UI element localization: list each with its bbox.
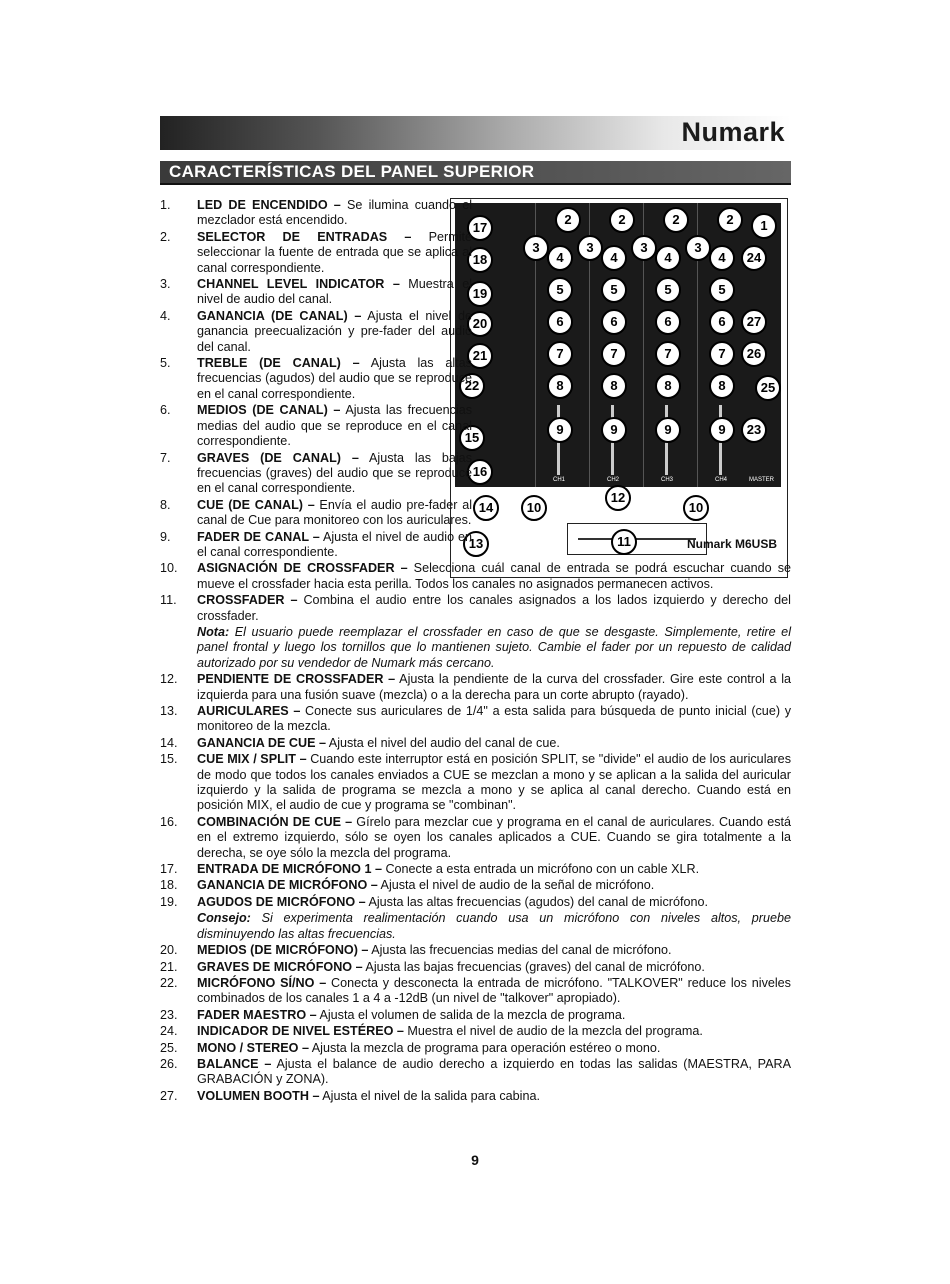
callout-18: 18: [467, 247, 493, 273]
callout-13: 13: [463, 531, 489, 557]
item-text: Combina el audio entre los canales asignados a los lados izquierdo y derecho del crossfader.: [197, 593, 791, 623]
item-text: Ajusta las altas frecuencias (agudos) del canal de micrófono.: [365, 894, 708, 909]
item-title: ASIGNACIÓN DE CROSSFADER –: [197, 561, 408, 576]
callout-12: 12: [605, 485, 631, 511]
section-header: [160, 161, 791, 185]
callout-3: 3: [631, 235, 657, 261]
item-number: 22.: [160, 975, 178, 990]
callout-7: 7: [601, 341, 627, 367]
item-text: Ajusta el nivel de audio en el canal correspondiente.: [197, 529, 472, 559]
item-title: MEDIOS (DE MICRÓFONO) –: [197, 943, 369, 958]
item-text: Ajusta el nivel de la salida para cabina.: [319, 1088, 540, 1103]
callout-10: 10: [683, 495, 709, 521]
item-number: 8.: [160, 497, 171, 512]
callout-17: 17: [467, 215, 493, 241]
callout-5: 5: [601, 277, 627, 303]
item-title: MEDIOS (DE CANAL) –: [197, 403, 341, 418]
item-text: Ajusta las frecuencias medias del canal de micrófono.: [368, 943, 672, 958]
item-number: 3.: [160, 277, 171, 292]
item-number: 20.: [160, 943, 178, 958]
callout-3: 3: [685, 235, 711, 261]
list-item: [160, 815, 791, 861]
item-number: 15.: [160, 752, 178, 767]
item-text: Ajusta la mezcla de programa para operación estéreo o mono.: [308, 1040, 661, 1055]
list-item: [160, 403, 472, 449]
callout-16: 16: [467, 459, 493, 485]
list-item: [160, 309, 472, 355]
item-text: Ajusta el nivel del audio del canal de cue.: [325, 735, 560, 750]
section-title: CARACTERÍSTICAS DEL PANEL SUPERIOR: [169, 162, 535, 181]
item-title: CUE MIX / SPLIT –: [197, 752, 307, 767]
callout-9: 9: [601, 417, 627, 443]
callout-8: 8: [547, 373, 573, 399]
callout-1: 1: [751, 213, 777, 239]
item-title: GRAVES (DE CANAL) –: [197, 450, 359, 465]
item-title: CUE (DE CANAL) –: [197, 497, 315, 512]
list-item: [160, 356, 472, 402]
list-item: [160, 752, 791, 814]
item-text: Conecte sus auriculares de 1/4" a esta salida para búsqueda de punto inicial (cue) y monitoreo de la mezcla.: [197, 704, 791, 734]
item-title: GANANCIA (DE CANAL) –: [197, 308, 362, 323]
brand-header-bar: [160, 116, 791, 150]
callout-6: 6: [547, 309, 573, 335]
item-text: Ajusta el nivel de ganancia preecualización y pre-fader del audio del canal.: [197, 308, 472, 354]
item-text: Muestra el nivel de audio del canal.: [197, 277, 473, 307]
callout-24: 24: [741, 245, 767, 271]
item-title: CHANNEL LEVEL INDICATOR –: [197, 277, 400, 292]
list-item: [160, 561, 791, 592]
item-text: Conecte a esta entrada un micrófono con un cable XLR.: [381, 862, 700, 877]
callout-22: 22: [459, 373, 485, 399]
list-item: [160, 943, 791, 958]
callout-3: 3: [577, 235, 603, 261]
item-number: 18.: [160, 878, 178, 893]
item-text: Envía el audio pre-fader al canal de Cue para monitoreo con los auriculares.: [197, 497, 473, 528]
list-item: [160, 672, 791, 703]
callout-2: 2: [717, 207, 743, 233]
list-item: [160, 704, 791, 735]
callout-7: 7: [709, 341, 735, 367]
note-text: Si experimenta realimentación cuando usa un micrófono con niveles altos, pruebe disminuyendo las altas frecuencias.: [197, 911, 791, 941]
item-title: BALANCE –: [197, 1056, 272, 1071]
item-number: 1.: [160, 198, 171, 212]
channel-label: CH4: [715, 477, 728, 483]
item-title: AURICULARES –: [197, 704, 301, 718]
item-text: Muestra el nivel de audio de la mezcla del programa.: [403, 1024, 703, 1039]
channel-label: CH2: [607, 477, 620, 483]
list-item: [160, 862, 791, 877]
item-number: 25.: [160, 1040, 178, 1055]
item-text: Ajusta el balance de audio derecho a izquierdo en todas las salidas (MAESTRA, PARA GRABACIÓN y ZONA).: [197, 1056, 791, 1087]
item-text: Conecta y desconecta la entrada de micrófono. "TALKOVER" reduce los niveles combinados de los canales 1 a 4 a -12dB (un nivel de "talkover" apropiado).: [197, 975, 791, 1006]
item-number: 16.: [160, 814, 178, 829]
list-item: [160, 451, 472, 497]
callout-8: 8: [709, 373, 735, 399]
list-item: [160, 530, 472, 561]
item-number: 26.: [160, 1056, 178, 1071]
list-item: [160, 198, 472, 229]
list-item: [160, 1041, 791, 1056]
item-number: 11.: [160, 593, 177, 608]
list-item: [160, 960, 791, 975]
note-label: Nota:: [197, 624, 230, 639]
callout-2: 2: [609, 207, 635, 233]
list-item: [160, 895, 791, 910]
callout-4: 4: [547, 245, 573, 271]
item-title: SELECTOR DE ENTRADAS –: [197, 229, 412, 244]
item-number: 12.: [160, 672, 178, 687]
item-text: Se ilumina cuando el mezclador está encendido.: [197, 198, 472, 228]
callout-8: 8: [601, 373, 627, 399]
item-text: Permite seleccionar la fuente de entrada que se aplica al canal correspondiente.: [197, 229, 472, 275]
item-number: 10.: [160, 561, 178, 576]
item-number: 24.: [160, 1024, 178, 1039]
item-number: 2.: [160, 229, 171, 244]
callout-7: 7: [655, 341, 681, 367]
item-number: 13.: [160, 704, 178, 718]
item-text: Cuando este interruptor está en posición SPLIT, se "divide" el audio de los auriculares de modo que todos los canales enviados a CUE se mezclan a mono y se aplican a la salida del auricular izquierdo y la salida de programa se mezcla a mono y se aplica al canal derecho. Cuando está en posición MIX, el audio de cue y programa se "combinan".: [197, 752, 791, 813]
item-title: TREBLE (DE CANAL) –: [197, 356, 360, 371]
item-text: Ajusta el nivel de audio de la señal de micrófono.: [377, 878, 655, 893]
item-title: INDICADOR DE NIVEL ESTÉREO –: [197, 1024, 404, 1039]
item-number: 5.: [160, 356, 171, 371]
item-title: VOLUMEN BOOTH –: [197, 1088, 320, 1103]
list-item: [160, 593, 791, 624]
item-text: Ajusta las altas frecuencias (agudos) del audio que se reproduce en el canal correspondiente.: [197, 356, 472, 401]
callout-20: 20: [467, 311, 493, 337]
list-item: [160, 1024, 791, 1039]
list-item: [160, 498, 472, 529]
item-title: CROSSFADER –: [197, 593, 298, 608]
item-title: GRAVES DE MICRÓFONO –: [197, 959, 363, 974]
list-item: [160, 736, 791, 751]
item-title: COMBINACIÓN DE CUE –: [197, 814, 353, 829]
callout-4: 4: [601, 245, 627, 271]
callout-15: 15: [459, 425, 485, 451]
callout-9: 9: [547, 417, 573, 443]
item-title: MICRÓFONO SÍ/NO –: [197, 975, 327, 990]
callout-23: 23: [741, 417, 767, 443]
item-text: Ajusta las bajas frecuencias (graves) del canal de micrófono.: [362, 959, 705, 974]
callout-6: 6: [601, 309, 627, 335]
callout-5: 5: [547, 277, 573, 303]
item-number: 17.: [160, 862, 178, 877]
callout-14: 14: [473, 495, 499, 521]
page-number: 9: [471, 1152, 479, 1168]
item-number: 7.: [160, 450, 171, 465]
item-title: FADER DE CANAL –: [197, 529, 320, 544]
list-note: [160, 911, 791, 942]
callout-4: 4: [709, 245, 735, 271]
item-title: LED DE ENCENDIDO –: [197, 198, 341, 212]
item-text: Selecciona cuál canal de entrada se podrá escuchar cuando se mueve el crossfader hacia esta perilla. Todos los canales no asignados permanecen activos.: [197, 561, 791, 591]
item-number: 21.: [160, 959, 178, 974]
item-title: FADER MAESTRO –: [197, 1007, 317, 1022]
channel-label: CH3: [661, 477, 674, 483]
callout-19: 19: [467, 281, 493, 307]
callout-5: 5: [655, 277, 681, 303]
callout-8: 8: [655, 373, 681, 399]
list-item: [160, 1089, 791, 1104]
callout-2: 2: [555, 207, 581, 233]
item-title: GANANCIA DE MICRÓFONO –: [197, 878, 378, 893]
callout-21: 21: [467, 343, 493, 369]
callout-6: 6: [709, 309, 735, 335]
item-number: 6.: [160, 403, 171, 418]
item-text: Ajusta las bajas frecuencias (graves) del audio que se reproduce en el canal correspondiente.: [197, 450, 472, 496]
callout-2: 2: [663, 207, 689, 233]
item-number: 27.: [160, 1088, 178, 1103]
feature-list: [160, 198, 791, 1105]
brand-logo: Numark: [681, 117, 785, 147]
item-title: AGUDOS DE MICRÓFONO –: [197, 894, 366, 909]
item-title: GANANCIA DE CUE –: [197, 735, 326, 750]
callout-5: 5: [709, 277, 735, 303]
item-text: Ajusta el volumen de salida de la mezcla de programa.: [316, 1007, 626, 1022]
callout-6: 6: [655, 309, 681, 335]
mixer-logo: Numark M6USB: [686, 537, 777, 551]
master-label: MASTER: [749, 477, 775, 483]
list-item: [160, 230, 472, 276]
note-label: Consejo:: [197, 911, 251, 926]
item-number: 19.: [160, 894, 178, 909]
channel-label: CH1: [553, 477, 566, 483]
item-number: 23.: [160, 1007, 178, 1022]
callout-7: 7: [547, 341, 573, 367]
list-note: [160, 625, 791, 671]
item-title: MONO / STEREO –: [197, 1040, 309, 1055]
item-title: ENTRADA DE MICRÓFONO 1 –: [197, 862, 382, 877]
callout-10: 10: [521, 495, 547, 521]
list-item: [160, 277, 472, 308]
list-item: [160, 878, 791, 893]
item-text: Ajusta la pendiente de la curva del crossfader. Gire este control a la izquierda para una fusión suave (mezcla) o a la derecha para un corte abrupto (rayado).: [197, 672, 791, 702]
callout-9: 9: [655, 417, 681, 443]
item-text: Gírelo para mezclar cue y programa en el canal de auriculares. Cuando está en el extremo izquierdo, sólo se oyen los canales aplicados a CUE. Cuando se gira totalmente a la derecha, se oye sólo la mezcla del programa.: [197, 814, 791, 860]
callout-9: 9: [709, 417, 735, 443]
list-item: [160, 976, 791, 1007]
item-number: 14.: [160, 735, 178, 750]
item-number: 9.: [160, 529, 171, 544]
callout-11: 11: [611, 529, 637, 555]
item-title: PENDIENTE DE CROSSFADER –: [197, 672, 396, 687]
callout-4: 4: [655, 245, 681, 271]
callout-26: 26: [741, 341, 767, 367]
list-item: [160, 1008, 791, 1023]
list-item: [160, 1057, 791, 1088]
item-number: 4.: [160, 308, 171, 323]
callout-25: 25: [755, 375, 781, 401]
callout-3: 3: [523, 235, 549, 261]
note-text: El usuario puede reemplazar el crossfader en caso de que se desgaste. Simplemente, retire el panel frontal y luego los tornillos que lo mantienen sujeto. Cambie el fader por un repuesto de calidad autorizado por su vendedor de Numark más cercano.: [197, 624, 791, 670]
callout-27: 27: [741, 309, 767, 335]
item-text: Ajusta las frecuencias medias del audio que se reproduce en el canal correspondiente.: [197, 403, 472, 449]
